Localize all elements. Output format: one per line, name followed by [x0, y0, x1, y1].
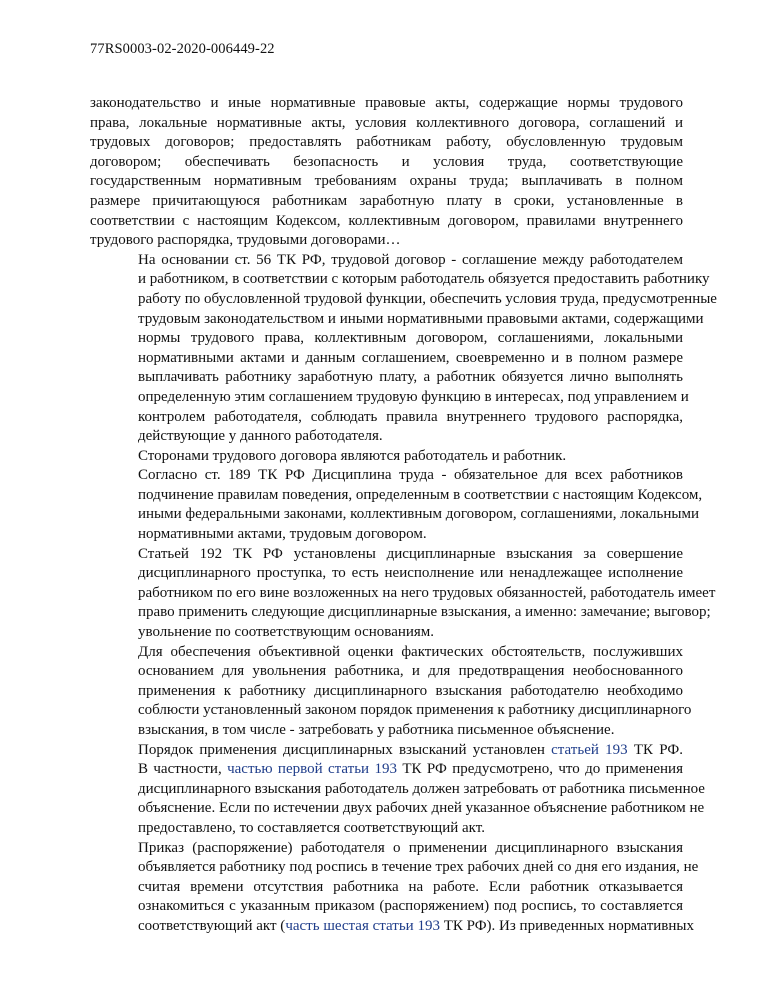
text-line: Приказ (распоряжение) работодателя о применении дисциплинарного взыскания — [138, 839, 683, 856]
text-line: предоставлено, то составляется соответствующий акт. — [138, 819, 485, 836]
text-line: подчинение правилам поведения, определенным в соответствии с настоящим Кодексом, — [138, 486, 703, 503]
text-line: государственным нормативным требованиям охраны труда; выплачивать в полном — [90, 173, 683, 190]
text-line: нормативными актами и данным соглашением, своевременно и в полном размере — [138, 349, 683, 366]
text-line: Согласно ст. 189 ТК РФ Дисциплина труда - обязательное для всех работников — [138, 467, 683, 484]
text-line — [90, 760, 683, 780]
text-line: взыскания, в том числе - затребовать у работника письменное объяснение. — [138, 722, 615, 738]
paragraph — [90, 741, 705, 839]
text-line — [90, 741, 683, 761]
paragraph — [90, 643, 692, 741]
text-line: Статьей 192 ТК РФ установлены дисциплинарные взыскания за совершение — [138, 545, 683, 562]
text-line: соблюсти установленный законом порядок применения к работнику дисциплинарного — [138, 702, 692, 719]
text-segment: В частности, — [138, 761, 228, 778]
text-segment: соответствующий акт ( — [138, 917, 286, 934]
text-line: объяснение. Если по истечении двух рабочих дней указанное объяснение работником не — [138, 800, 705, 817]
text-segment: ТК РФ). Из приведенных нормативных — [439, 917, 694, 934]
text-line: применения к работнику дисциплинарного взыскания работодателю необходимо — [138, 682, 683, 699]
text-segment: ТК РФ предусмотрено, что до применения — [396, 761, 683, 778]
law-reference-link[interactable]: часть шестая статьи 193 — [285, 917, 440, 934]
text-line: Сторонами трудового договора являются работодатель и работник. — [138, 447, 567, 464]
paragraph — [90, 251, 717, 447]
text-line — [90, 917, 694, 937]
case-number-header: 77RS0003-02-2020-006449-22 — [90, 41, 275, 57]
text-line: работу по обусловленной трудовой функции, обеспечить условия труда, предусмотренные — [138, 290, 717, 307]
text-line: работником по его вине возложенных на него трудовых обязанностей, работодатель имеет — [138, 584, 716, 601]
paragraph — [90, 466, 703, 544]
text-line: определенную этим соглашением трудовую функцию в интересах, под управлением и — [138, 388, 689, 405]
text-line: иными федеральными законами, коллективным договором, соглашениями, локальными — [138, 506, 699, 523]
text-line: нормы трудового права, коллективным договором, соглашениями, локальными — [138, 330, 683, 347]
text-line: увольнение по соответствующим основаниям. — [138, 624, 435, 641]
text-line: трудового распорядка, трудовыми договорами… — [90, 232, 401, 249]
text-line: считая времени отсутствия работника на работе. Если работник отказывается — [138, 878, 683, 895]
law-reference-link[interactable]: статьей 193 — [551, 741, 628, 758]
paragraph — [90, 447, 683, 467]
text-line: выплачивать работнику заработную плату, а работник обязуется лично выполнять — [138, 369, 683, 386]
text-line: соответствии с настоящим Кодексом, коллективным договором, правилами внутреннего — [90, 212, 683, 229]
text-line: договором; обеспечивать безопасность и условия труда, соответствующие — [90, 153, 683, 170]
paragraph — [90, 545, 716, 643]
text-line: нормативными актами, трудовым договором. — [138, 526, 427, 543]
text-line: дисциплинарного проступка, то есть неисполнение или ненадлежащее исполнение — [138, 565, 683, 582]
text-segment: ТК РФ. — [627, 741, 683, 758]
document-body — [90, 94, 717, 937]
text-line: законодательство и иные нормативные правовые акты, содержащие нормы трудового — [90, 95, 683, 111]
text-line: право применить следующие дисциплинарные взыскания, а именно: замечание; выговор; — [138, 604, 711, 621]
text-line: На основании ст. 56 ТК РФ, трудовой договор - соглашение между работодателем — [138, 251, 683, 268]
text-line: права, локальные нормативные акты, условия коллективного договора, соглашений и — [90, 114, 683, 131]
text-line: действующие у данного работодателя. — [138, 428, 383, 445]
text-line: ознакомиться с указанным приказом (распоряжением) под роспись, то составляется — [138, 898, 683, 915]
text-line: Для обеспечения объективной оценки фактических обстоятельств, послуживших — [138, 643, 683, 660]
text-line: основанием для увольнения работника, и для предотвращения необоснованного — [138, 663, 683, 680]
paragraph — [90, 94, 683, 251]
text-line: контролем работодателя, соблюдать правила внутреннего трудового распорядка, — [138, 408, 683, 425]
text-segment: Порядок применения дисциплинарных взысканий установлен — [138, 741, 552, 758]
text-line: и работником, в соответствии с которым работодатель обязуется предоставить работнику — [138, 271, 710, 288]
text-line: трудовых договоров; предоставлять работникам работу, обусловленную трудовым — [90, 134, 683, 151]
text-line: трудовым законодательством и иными нормативными правовыми актами, содержащими — [138, 310, 704, 327]
law-reference-link[interactable]: частью первой статьи 193 — [227, 761, 397, 778]
paragraph — [90, 839, 699, 937]
text-line: объявляется работнику под роспись в течение трех рабочих дней со дня его издания, не — [138, 859, 699, 876]
text-line: размере причитающуюся работникам заработную плату в сроки, установленные в — [90, 192, 683, 209]
text-line: дисциплинарного взыскания работодатель должен затребовать от работника письменное — [138, 780, 705, 797]
